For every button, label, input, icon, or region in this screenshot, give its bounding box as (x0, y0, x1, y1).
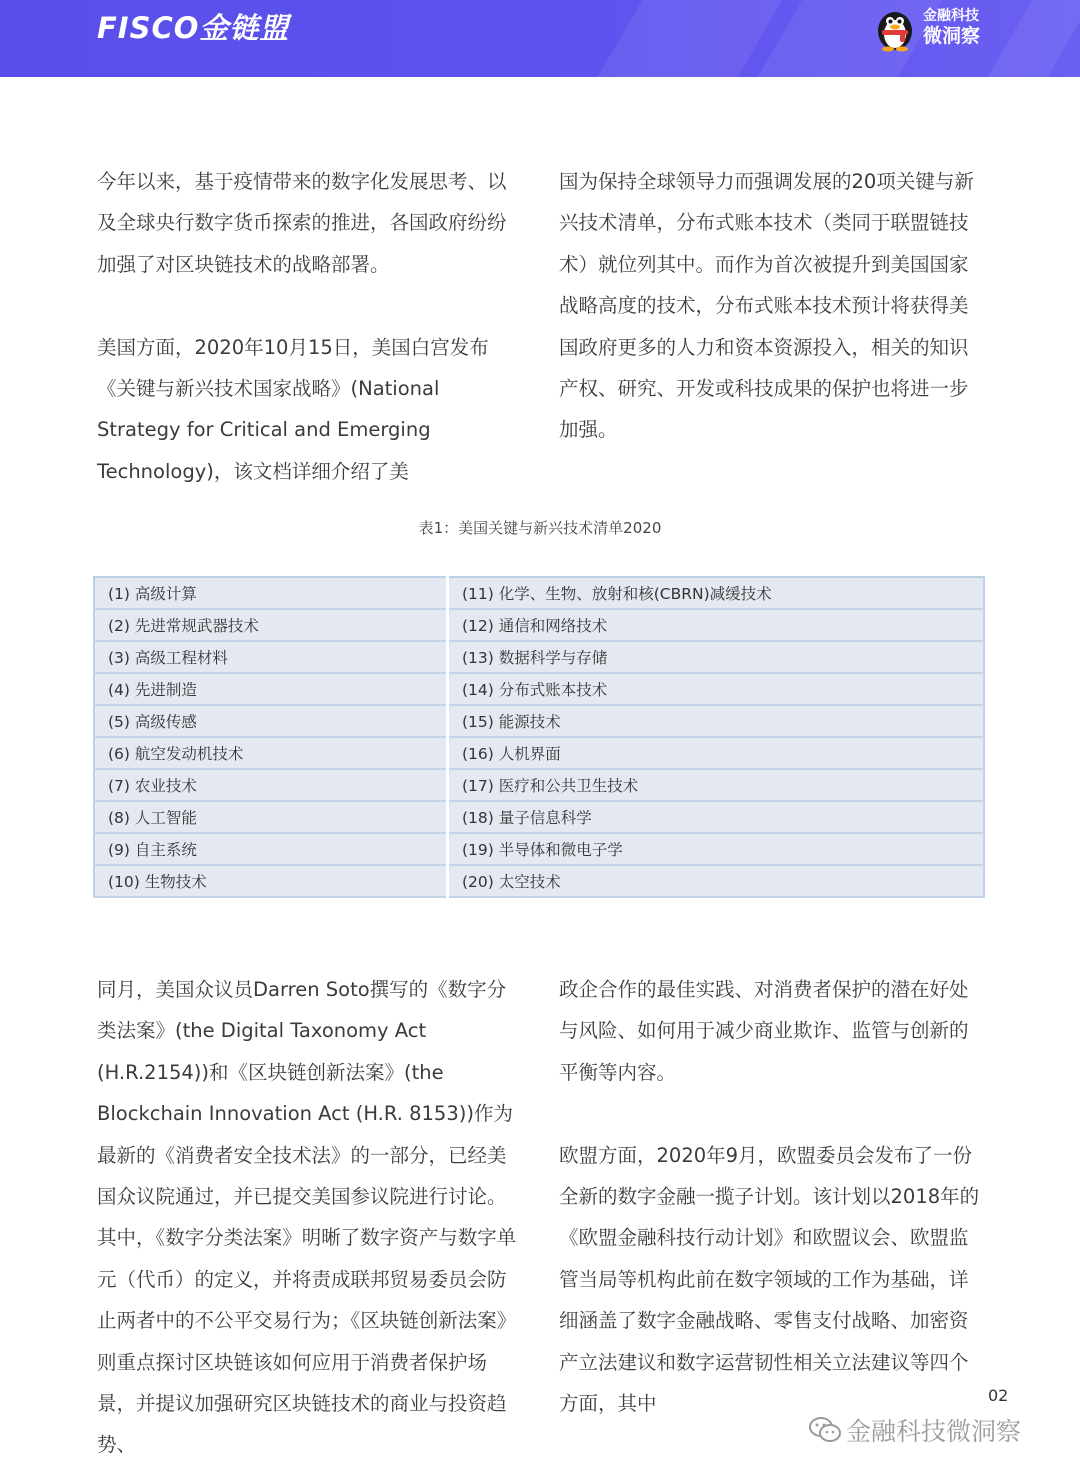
section1-left-column (97, 161, 525, 492)
paragraph: 美国方面，2020年10月15日，美国白宫发布《关键与新兴技术国家战略》(National Strategy for Critical and Emerging Technology)，该文档详细介绍了美 (97, 335, 489, 483)
section1-right-column (559, 161, 987, 451)
paragraph: 今年以来，基于疫情带来的数字化发展思考、以及全球央行数字货币探索的推进，各国政府纷纷加强了对区块链技术的战略部署。 (97, 170, 507, 276)
table-cell: (19) 半导体和微电子学 (448, 833, 985, 865)
table-cell: (5) 高级传感 (94, 705, 448, 737)
header-decoration (988, 0, 1080, 77)
table-cell: (7) 农业技术 (94, 769, 448, 801)
table-cell: (14) 分布式账本技术 (448, 673, 985, 705)
table-cell: (10) 生物技术 (94, 865, 448, 897)
table-cell: (12) 通信和网络技术 (448, 609, 985, 641)
penguin-icon (870, 3, 920, 53)
fisco-logo: FISCO金链盟 (97, 11, 290, 45)
table-cell: (13) 数据科学与存储 (448, 641, 985, 673)
page-number: 02 (988, 1386, 1009, 1405)
table-row (94, 577, 984, 609)
watermark (808, 1412, 1021, 1450)
table-caption: 表1：美国关键与新兴技术清单2020 (418, 519, 662, 537)
table-cell: (6) 航空发动机技术 (94, 737, 448, 769)
table-cell: (18) 量子信息科学 (448, 801, 985, 833)
brand-badge (870, 3, 990, 53)
paragraph: 同月，美国众议员Darren Soto撰写的《数字分类法案》(the Digital Taxonomy Act (H.R.2154))和《区块链创新法案》(the Blockchain Innovation Act (H.R. 8153))作为最新的《消费者安全技术法》的一部分，已经美国众议院通过，并已提交美国参议院进行讨论。其中，《数字分类法案》明晰了数字资产与数字单元（代币）的定义，并将责成联邦贸易委员会防止两者中的不公平交易行为；《区块链创新法案》则重点探讨区块链该如何应用于消费者保护场景，并提议加强研究区块链技术的商业与投资趋势、 (97, 978, 517, 1457)
table-cell: (2) 先进常规武器技术 (94, 609, 448, 641)
table-row (94, 801, 984, 833)
technology-list-table (93, 576, 985, 898)
page-header (0, 0, 1080, 77)
table-cell: (17) 医疗和公共卫生技术 (448, 769, 985, 801)
table-row (94, 769, 984, 801)
paragraph: 政企合作的最佳实践、对消费者保护的潜在好处与风险、如何用于减少商业欺诈、监管与创新的平衡等内容。 (559, 978, 969, 1084)
table-cell: (20) 太空技术 (448, 865, 985, 897)
table-cell: (9) 自主系统 (94, 833, 448, 865)
paragraph: 欧盟方面，2020年9月，欧盟委员会发布了一份全新的数字金融一揽子计划。该计划以2018年的《欧盟金融科技行动计划》和欧盟议会、欧盟监管当局等机构此前在数字领域的工作为基础，详细涵盖了数字金融战略、零售支付战略、加密资产立法建议和数字运营韧性相关立法建议等四个方面，其中 (559, 1143, 980, 1416)
table-cell: (1) 高级计算 (94, 577, 448, 609)
table-row (94, 737, 984, 769)
section2-right-column (559, 969, 987, 1424)
table-cell: (3) 高级工程材料 (94, 641, 448, 673)
table-cell: (4) 先进制造 (94, 673, 448, 705)
brand-subtitle: 金融科技 (923, 8, 979, 24)
wechat-icon (808, 1416, 842, 1450)
table-row (94, 865, 984, 897)
table-row (94, 705, 984, 737)
table-cell: (8) 人工智能 (94, 801, 448, 833)
section2-left-column (97, 969, 525, 1466)
table-cell: (15) 能源技术 (448, 705, 985, 737)
table-cell: (11) 化学、生物、放射和核(CBRN)减缓技术 (448, 577, 985, 609)
watermark-text: 金融科技微洞察 (846, 1417, 1022, 1446)
paragraph: 国为保持全球领导力而强调发展的20项关键与新兴技术清单，分布式账本技术（类同于联盟链技术）就位列其中。而作为首次被提升到美国国家战略高度的技术，分布式账本技术预计将获得美国政府更多的人力和资本资源投入，相关的知识产权、研究、开发或科技成果的保护也将进一步加强。 (559, 170, 974, 442)
table-row (94, 641, 984, 673)
table-row (94, 673, 984, 705)
brand-title: 微洞察 (923, 25, 981, 47)
header-decoration (598, 0, 782, 77)
table-row (94, 833, 984, 865)
table-row (94, 609, 984, 641)
table-cell: (16) 人机界面 (448, 737, 985, 769)
